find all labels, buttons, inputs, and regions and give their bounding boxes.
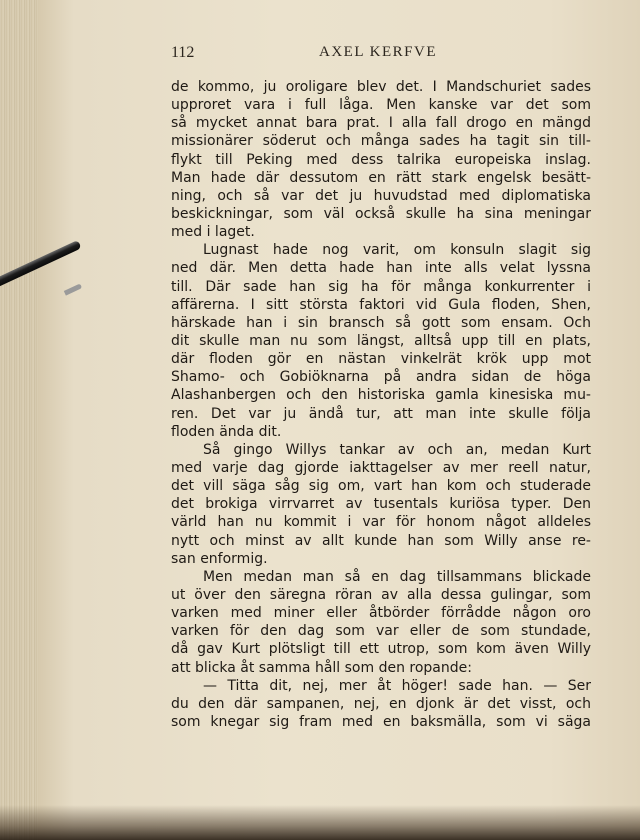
text-line: beskickningar, som väl också skulle ha sina meningar [171, 205, 591, 222]
text-line: flykt till Peking med dess talrika europeiska inslag. [171, 151, 591, 168]
text-line: varken för den dag som var eller de som stundade, [171, 623, 591, 640]
text-line: härskade han i sin bransch så gott som ensam. Och [171, 314, 591, 331]
text-line: ut över den säregna röran av alla dessa gulingar, som [171, 586, 591, 603]
text-line: ned där. Men detta hade han inte alls velat lyssna [171, 260, 591, 277]
text-line: då gav Kurt plötsligt till ett utrop, som kom även Willy [171, 641, 591, 658]
text-line: till. Där sade han sig ha för många konkurrenter i [171, 278, 591, 295]
body-text [171, 78, 591, 731]
text-line: med varje dag gjorde iakttagelser av mer reell natur, [171, 459, 591, 476]
bottom-shadow [0, 805, 640, 840]
text-line: Man hade där dessutom en rätt stark engelsk besätt- [171, 169, 591, 186]
text-line: ren. Det var ju ändå tur, att man inte skulle följa [171, 405, 591, 422]
text-line: san enformig. [171, 550, 268, 567]
text-line: så mycket annat bara prat. I alla fall drogo en mängd [171, 115, 591, 132]
text-line: Shamo- och Gobiöknarna på andra sidan de höga [171, 369, 591, 386]
text-line: det brokiga virrvarret av tusentals kuriösa typer. Den [171, 496, 591, 513]
text-line: floden ända dit. [171, 423, 282, 440]
text-line: affärerna. I sitt största faktori vid Gula floden, Shen, [171, 296, 591, 313]
text-line: där floden gör en nästan vinkelrät krök upp mot [171, 351, 591, 368]
text-line: dit skulle man nu som längst, alltså upp till en plats, [171, 332, 591, 349]
page-header [171, 44, 591, 66]
text-line: att blicka åt samma håll som den ropande: [171, 659, 472, 676]
text-line: missionärer söderut och många sades ha tagit sin till- [171, 133, 591, 150]
text-line: det vill säga såg sig om, vart han kom och studerade [171, 478, 591, 495]
text-line: Så gingo Willys tankar av och an, medan Kurt [203, 441, 591, 458]
page-number: 112 [171, 44, 195, 61]
text-line: Alashanbergen och den historiska gamla kinesiska mu- [171, 387, 591, 404]
text-line: varken med miner eller åtbörder förrådde någon oro [171, 605, 591, 622]
text-line: du den där sampanen, nej, en djonk är det visst, och [171, 695, 591, 712]
text-line: de kommo, ju oroligare blev det. I Mandschuriet sades [171, 79, 591, 95]
running-head: AXEL KERFVE [319, 44, 438, 60]
text-line: Men medan man så en dag tillsammans blickade [203, 568, 591, 585]
text-line: med i laget. [171, 224, 255, 241]
text-line: Lugnast hade nog varit, om konsuln slagit sig [203, 242, 591, 259]
text-line: som knegar sig fram med en baksmälla, som vi säga [171, 713, 591, 730]
text-line: värld han nu kommit i var för honom något alldeles [171, 514, 591, 531]
text-line: ning, och så var det ju huvudstad med diplomatiska [171, 187, 591, 204]
text-line: upproret vara i full låga. Men kanske var det som [171, 97, 591, 114]
text-line: — Titta dit, nej, mer åt höger! sade han. — Ser [203, 677, 591, 694]
text-line: nytt och minst av allt kunde han som Willy anse re- [171, 532, 591, 549]
